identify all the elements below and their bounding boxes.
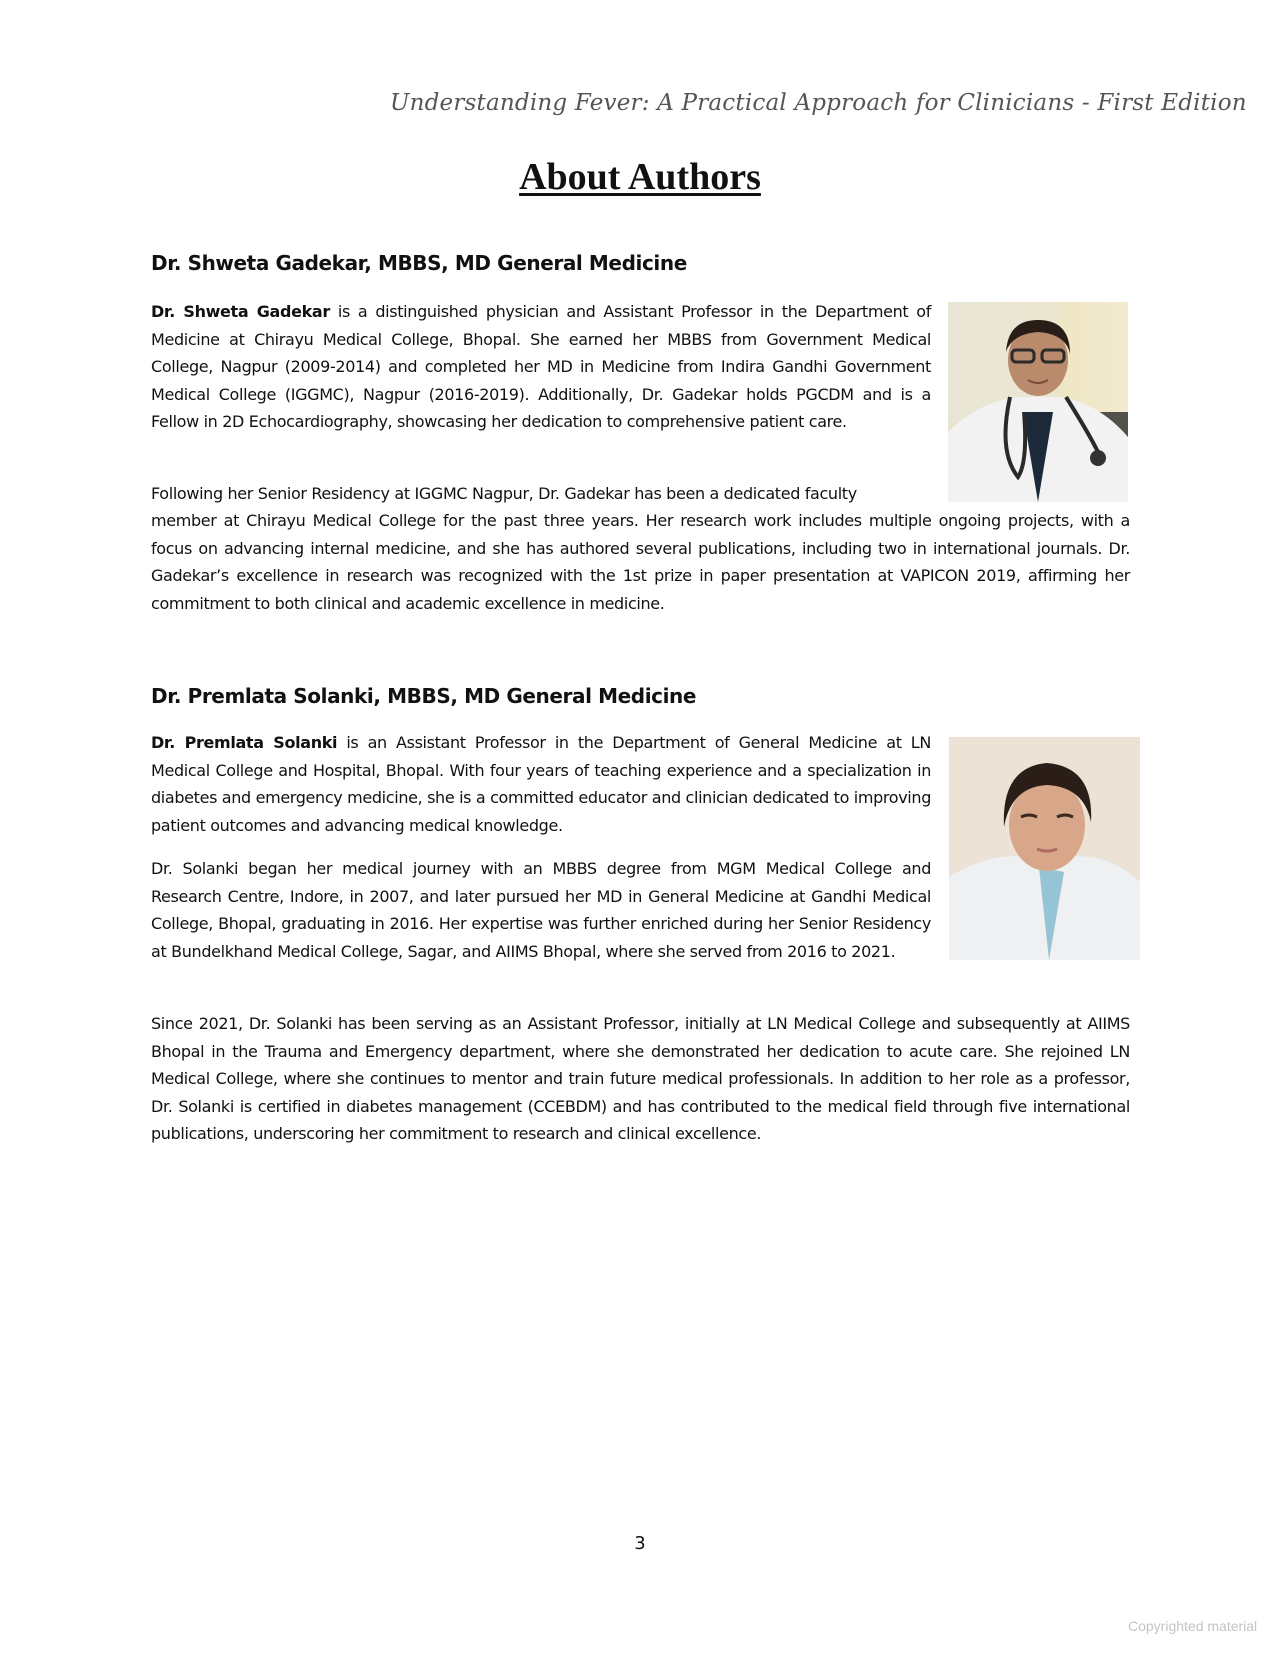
author-heading: Dr. Premlata Solanki, MBBS, MD General Medicine <box>151 684 697 708</box>
author-bio-paragraph-lead-line <box>151 480 931 508</box>
author-bio-paragraph <box>151 507 1130 617</box>
author-bio-paragraph <box>151 729 931 839</box>
paragraph-text: is an Assistant Professor in the Department of General Medicine at LN Medical College and Hospital, Bhopal. With four years of teaching experience and a specialization in diabetes and emergency medicine, she is a committed educator and clinician dedicated to improving patient outcomes and advancing medical knowledge. <box>151 733 932 835</box>
author-photo-solanki <box>949 737 1140 960</box>
paragraph-text: member at Chirayu Medical College for the past three years. Her research work includes multiple ongoing projects, with a focus on advancing internal medicine, and she has authored several publications, including two in international journals. Dr. Gadekar’s excellence in research was recognized with the 1st prize in paper presentation at VAPICON 2019, affirming her commitment to both clinical and academic excellence in medicine. <box>151 511 1130 613</box>
author-name-bold: Dr. Premlata Solanki <box>151 733 338 752</box>
paragraph-text: Dr. Solanki began her medical journey with an MBBS degree from MGM Medical College and Research Centre, Indore, in 2007, and later pursued her MD in General Medicine at Gandhi Medical College, Bhopal, graduating in 2016. Her expertise was further enriched during her Senior Residency at Bundelkhand Medical College, Sagar, and AIIMS Bhopal, where she served from 2016 to 2021. <box>151 859 931 961</box>
portrait-image-icon <box>949 737 1140 960</box>
portrait-image-icon <box>948 302 1128 502</box>
paragraph-text: Since 2021, Dr. Solanki has been serving as an Assistant Professor, initially at LN Medical College and subsequently at AIIMS Bhopal in the Trauma and Emergency department, where she demonstrated her dedication to acute care. She rejoined LN Medical College, where she continues to mentor and train future medical professionals. In addition to her role as a professor, Dr. Solanki is certified in diabetes management (CCEBDM) and has contributed to the medical field through five international publications, underscoring her commitment to research and clinical excellence. <box>151 1014 1130 1143</box>
author-bio-paragraph <box>151 298 931 436</box>
author-name-bold: Dr. Shweta Gadekar <box>151 302 330 321</box>
author-heading: Dr. Shweta Gadekar, MBBS, MD General Medicine <box>151 251 687 275</box>
running-header: Understanding Fever: A Practical Approach for Clinicians - First Edition <box>390 90 1247 116</box>
page-number: 3 <box>634 1533 646 1554</box>
copyright-watermark: Copyrighted material <box>1128 1618 1258 1634</box>
page-title-text: About Authors <box>519 156 761 198</box>
paragraph-text: Following her Senior Residency at IGGMC Nagpur, Dr. Gadekar has been a dedicated faculty <box>151 484 857 503</box>
page-title <box>0 155 1280 199</box>
author-bio-paragraph <box>151 855 931 965</box>
author-photo-gadekar <box>948 302 1128 502</box>
paragraph-text: is a distinguished physician and Assistant Professor in the Department of Medicine at Chirayu Medical College, Bhopal. She earned her MBBS from Government Medical College, Nagpur (2009-2014) and completed her MD in Medicine from Indira Gandhi Government Medical College (IGGMC), Nagpur (2016-2019). Additionally, Dr. Gadekar holds PGCDM and is a Fellow in 2D Echocardiography, showcasing her dedication to comprehensive patient care. <box>151 302 931 431</box>
author-bio-paragraph <box>151 1010 1130 1148</box>
